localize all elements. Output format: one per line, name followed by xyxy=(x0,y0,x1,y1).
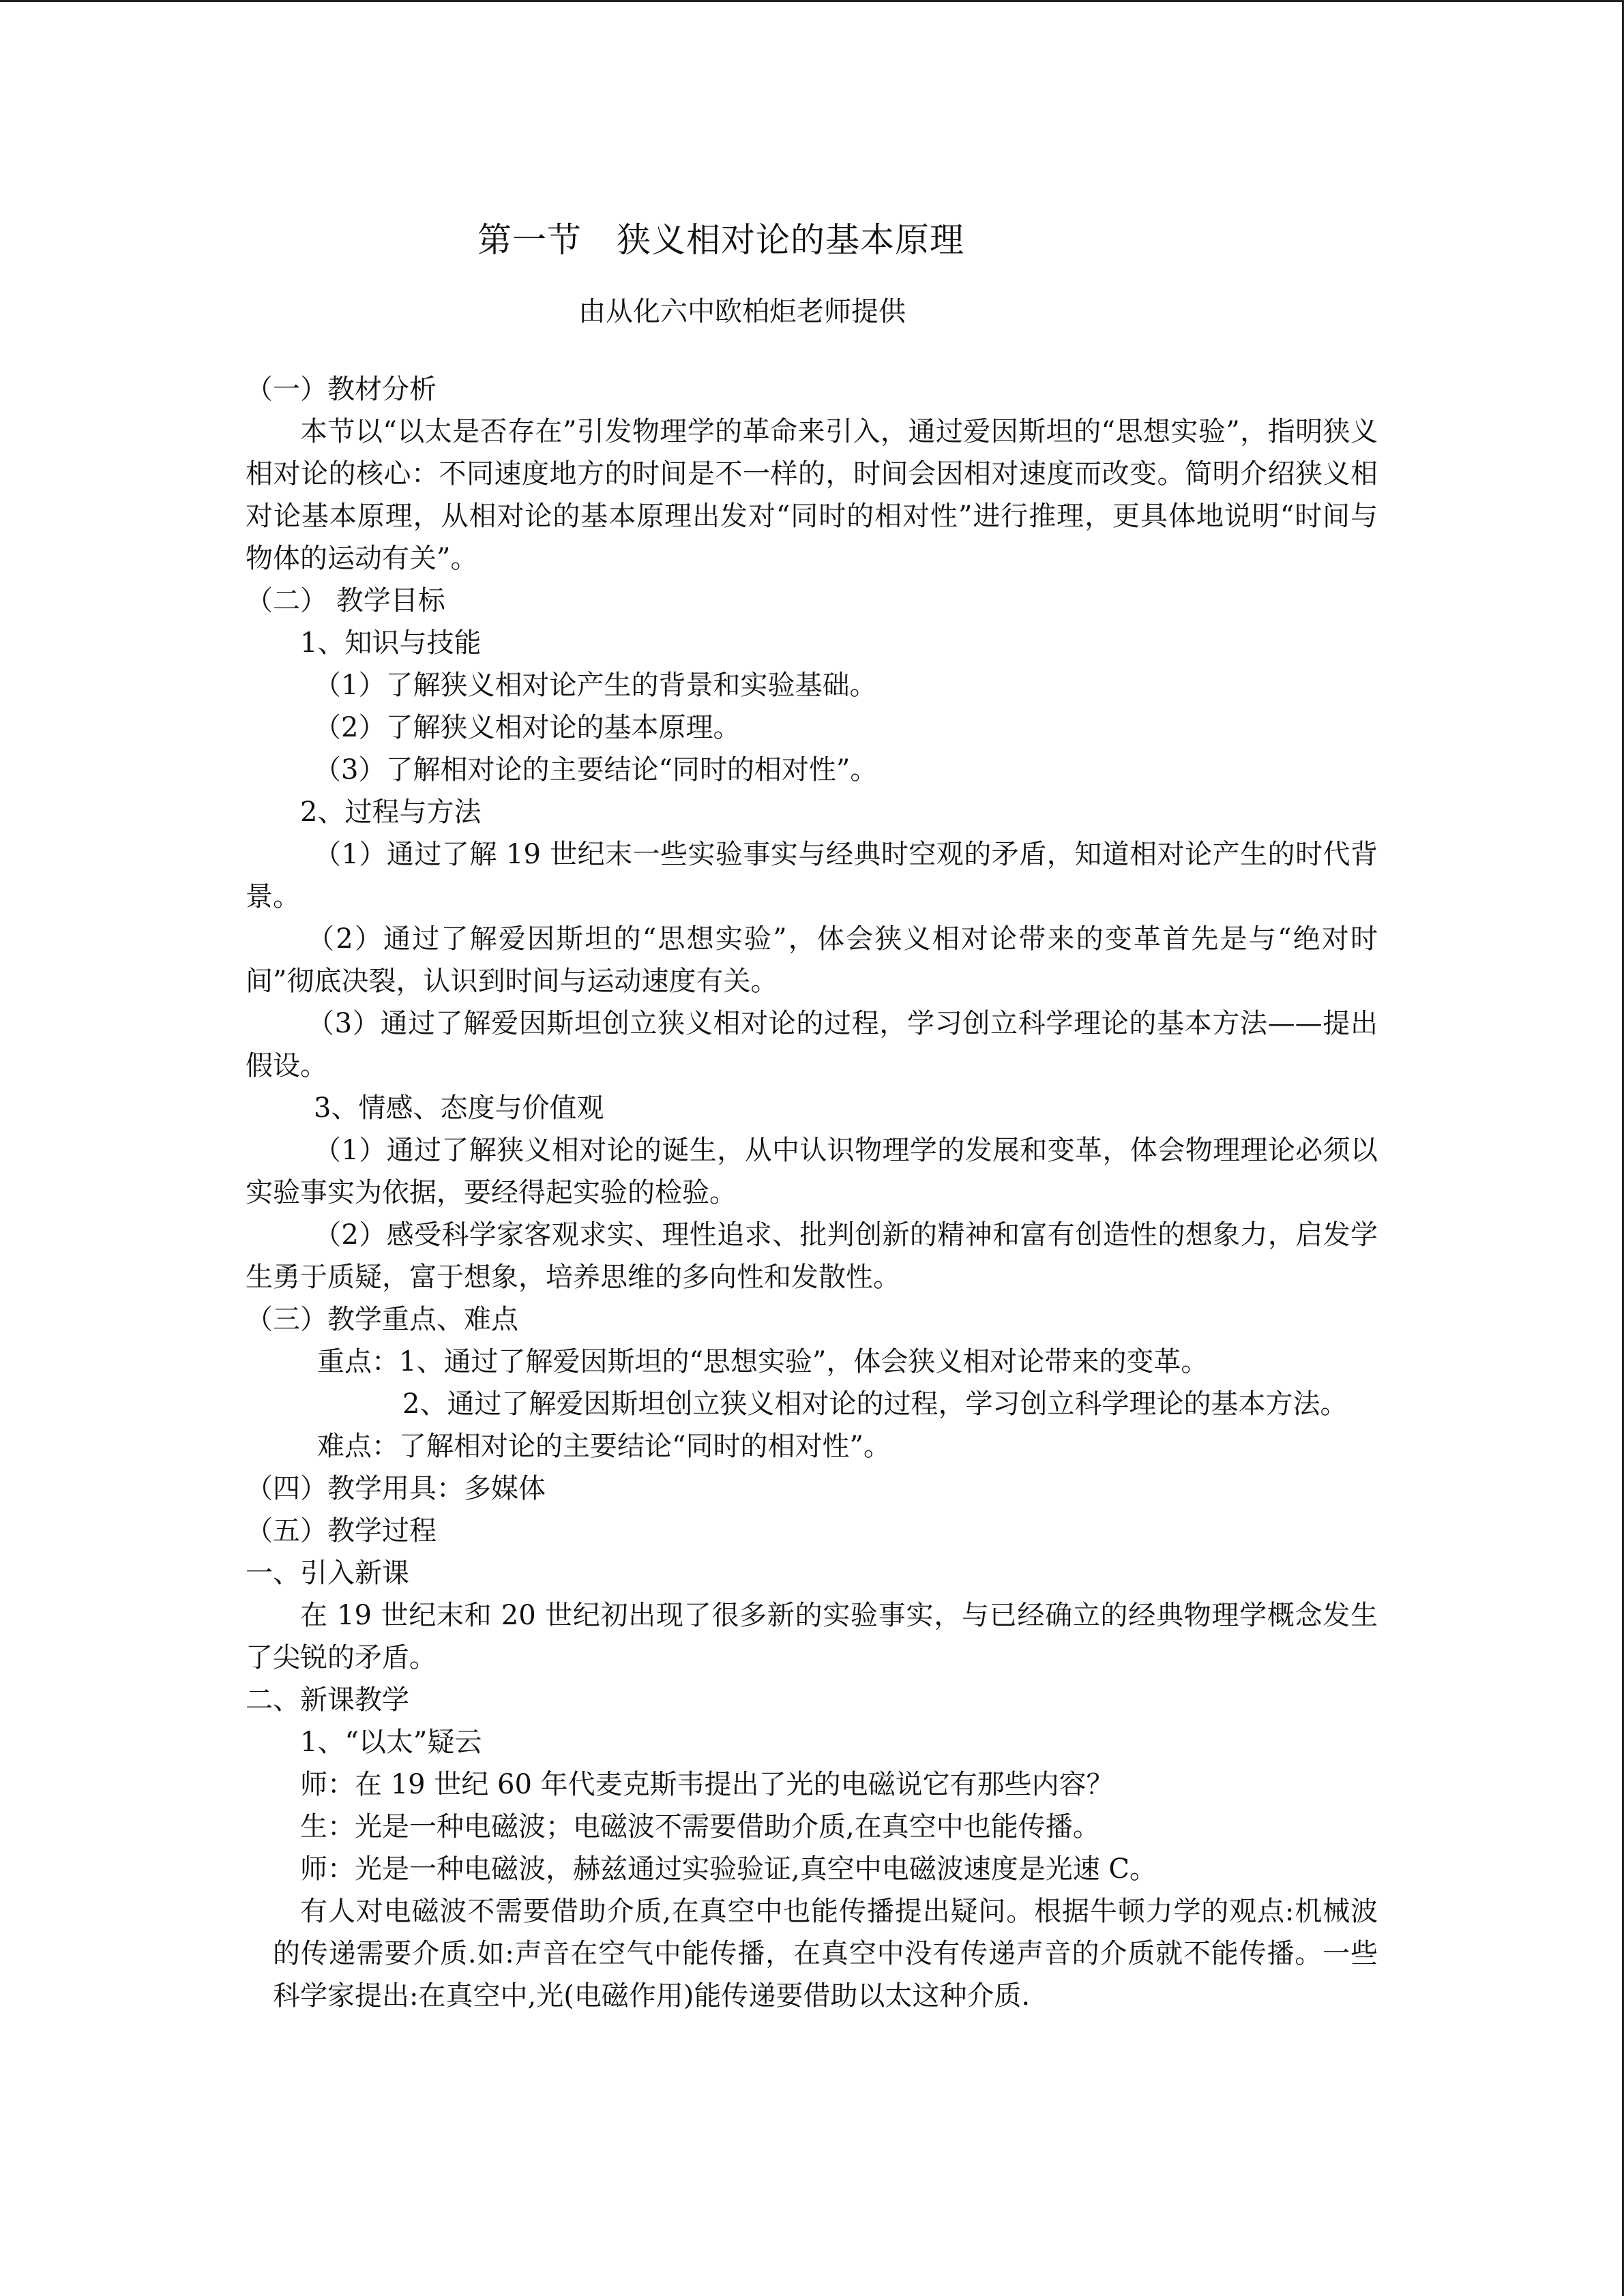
goal-heading-3: 3、情感、态度与价值观 xyxy=(314,1092,604,1124)
goal-heading-1: 1、知识与技能 xyxy=(300,627,482,659)
paragraph-intro: 在 19 世纪末和 20 世纪初出现了很多新的实验事实，与已经确立的经典物理学概念发生了尖锐的矛盾。 xyxy=(246,1600,1378,1673)
page-subtitle: 由从化六中欧柏炬老师提供 xyxy=(578,296,906,327)
part-heading-2: 二、新课教学 xyxy=(246,1684,409,1716)
goal-item-3b: （2）感受科学家客观求实、理性追求、批判创新的精神和富有创造性的想象力，启发学生勇于质疑，富于想象，培养思维的多向性和发散性。 xyxy=(246,1219,1378,1293)
subsection-ether: 1、“以太”疑云 xyxy=(300,1727,482,1758)
paragraph-ether: 有人对电磁波不需要借助介质,在真空中也能传播提出疑问。根据牛顿力学的观点:机械波的传递需要介质.如:声音在空气中能传播，在真空中没有传递声音的介质就不能传播。一些科学家提出:在真空中,光(电磁作用)能传递要借助以太这种介质. xyxy=(273,1896,1378,2012)
section-heading-3: （三）教学重点、难点 xyxy=(246,1304,518,1335)
paragraph-analysis: 本节以“以太是否存在”引发物理学的革命来引入，通过爱因斯坦的“思想实验”，指明狭义相对论的核心：不同速度地方的时间是不一样的，时间会因相对速度而改变。简明介绍狭义相对论基本原理，从相对论的基本原理出发对“同时的相对性”进行推理，更具体地说明“时间与物体的运动有关”。 xyxy=(246,416,1378,574)
goal-item-3a: （1）通过了解狭义相对论的诞生，从中认识物理学的发展和变革，体会物理理论必须以实验事实为依据，要经得起实验的检验。 xyxy=(246,1135,1378,1208)
section-heading-2: （二） 教学目标 xyxy=(246,585,445,616)
difficult-point: 难点：了解相对论的主要结论“同时的相对性”。 xyxy=(317,1431,891,1462)
page-title: 第一节 狭义相对论的基本原理 xyxy=(477,220,964,260)
document-body xyxy=(246,368,1378,2017)
dialogue-teacher-1: 师：在 19 世纪 60 年代麦克斯韦提出了光的电磁说它有那些内容？ xyxy=(300,1769,1114,1800)
part-heading-1: 一、引入新课 xyxy=(246,1557,409,1589)
goal-item-2b: （2）通过了解爱因斯坦的“思想实验”，体会狭义相对论带来的变革首先是与“绝对时间”彻底决裂，认识到时间与运动速度有关。 xyxy=(246,923,1378,997)
key-point-2: 2、通过了解爱因斯坦创立狭义相对论的过程，学习创立科学理论的基本方法。 xyxy=(402,1388,1348,1420)
goal-item-1a: （1）了解狭义相对论产生的背景和实验基础。 xyxy=(314,670,877,701)
goal-heading-2: 2、过程与方法 xyxy=(300,796,482,828)
key-point-1: 重点：1、通过了解爱因斯坦的“思想实验”，体会狭义相对论带来的变革。 xyxy=(317,1346,1209,1377)
section-heading-4: （四）教学用具：多媒体 xyxy=(246,1473,546,1504)
goal-item-1c: （3）了解相对论的主要结论“同时的相对性”。 xyxy=(314,754,878,786)
goal-item-2c: （3）通过了解爱因斯坦创立狭义相对论的过程，学习创立科学理论的基本方法——提出假设。 xyxy=(246,1008,1378,1082)
goal-item-2a: （1）通过了解 19 世纪末一些实验事实与经典时空观的矛盾，知道相对论产生的时代背景。 xyxy=(246,839,1378,912)
goal-item-1b: （2）了解狭义相对论的基本原理。 xyxy=(314,712,741,743)
dialogue-student-1: 生：光是一种电磁波；电磁波不需要借助介质,在真空中也能传播。 xyxy=(300,1811,1100,1843)
section-heading-5: （五）教学过程 xyxy=(246,1515,437,1547)
section-heading-1: （一）教材分析 xyxy=(246,374,437,405)
dialogue-teacher-2: 师：光是一种电磁波，赫兹通过实验验证,真空中电磁波速度是光速 C。 xyxy=(300,1853,1157,1885)
